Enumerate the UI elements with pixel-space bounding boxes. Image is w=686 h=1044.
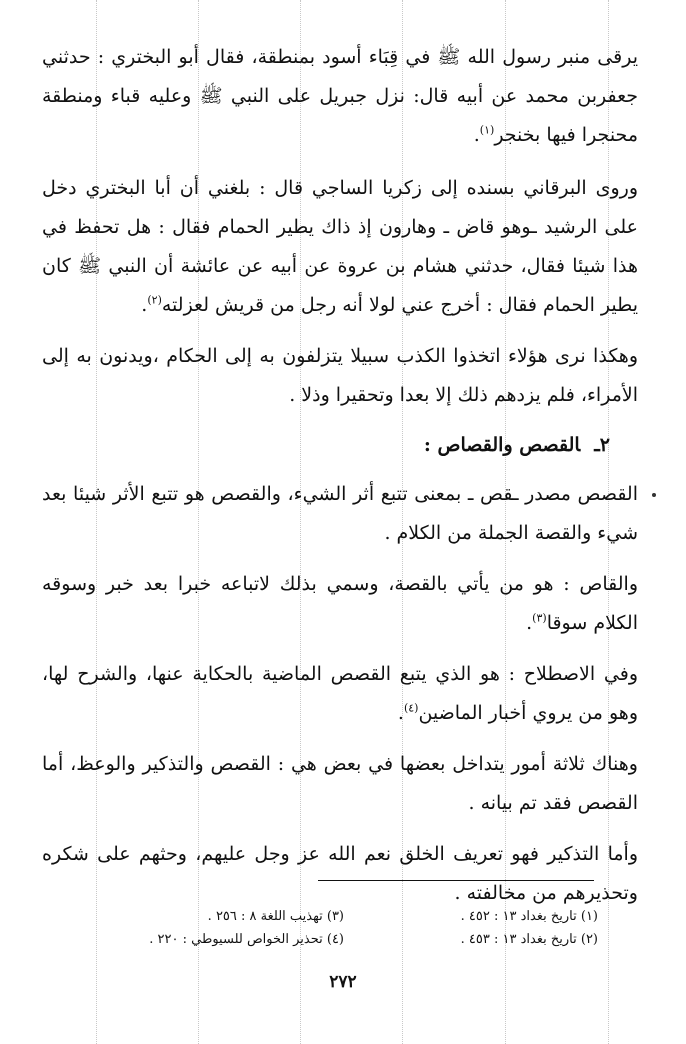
paragraph-qasas-definition: القصص مصدر ـقص ـ بمعنى تتبع أثر الشيء، والقصص هو تتبع الأثر شيئا بعد شيء والقصة الجملة من الكلام . [42, 483, 638, 544]
footnote-1: (١) تاريخ بغداد ١٣ : ٤٥٢ . [460, 909, 598, 924]
footnote-4: (٤) تحذير الخواص للسيوطي : ٢٢٠ . [149, 932, 344, 947]
footnote-marker: (٢) [147, 293, 162, 307]
paragraph-tadhkir: وأما التذكير فهو تعريف الخلق نعم الله عز وجل عليهم، وحثهم على شكره وتحذيرهم من مخالفته . [42, 843, 638, 904]
paragraph-intro [42, 38, 638, 155]
footnote-3: (٣) تهذيب اللغة ٨ : ٢٥٦ . [207, 909, 344, 924]
paragraph-qass-definition [42, 565, 638, 643]
trailing-period: . [397, 702, 404, 724]
footnote-marker: (١) [479, 123, 495, 137]
page-number: ٢٧٢ [329, 972, 357, 992]
footnote-separator [318, 880, 594, 881]
margin-dot [652, 493, 656, 497]
footnote-marker: (٤) [403, 701, 419, 715]
paragraph-text: والقاص : هو من يأتي بالقصة، وسمي بذلك لاتباعه خبرا بعد خبر وسوقه الكلام سوقا [42, 573, 638, 634]
paragraph-text: وفي الاصطلاح : هو الذي يتبع القصص الماضية بالحكاية عنها، والشرح لها، وهو من يروي أخبار الماضين [42, 663, 638, 724]
section-heading [42, 427, 610, 463]
paragraph-text: يرقى منبر رسول الله ﷺ في قِبَاء أسود بمنطقة، فقال أبو البختري : حدثني جعفربن محمد عن أبيه قال: نزل جبريل على النبي ﷺ وعليه قباء ومنطقة محنجرا فيها بخنجر [42, 46, 638, 146]
section-title: القصص والقصاص : [423, 434, 581, 456]
footnotes [130, 905, 598, 951]
page-body [42, 38, 638, 925]
footnote-marker: (٣) [532, 611, 547, 625]
footnote-2: (٢) تاريخ بغداد ١٣ : ٤٥٣ . [460, 932, 598, 947]
trailing-period: . [141, 294, 148, 316]
paragraph-text: وروى البرقاني بسنده إلى زكريا الساجي قال : بلغني أن أبا البختري دخل على الرشيد ـوهو قاض ـ وهارون إذ ذاك يطير الحمام فقال : هل تحفظ في هذا شيئا فقال، حدثني هشام بن عروة عن أبيه عن عائشة أن النبي ﷺ كان يطير الحمام فقال : أخرج عني لولا أنه رجل من قريش لعزلته [42, 177, 638, 316]
paragraph-conclusion: وهكذا نرى هؤلاء اتخذوا الكذب سبيلا يتزلفون به إلى الحكام ،ويدنون به إلى الأمراء، فلم يزدهم ذلك إلا بعدا وتحقيرا وذلا . [42, 345, 638, 406]
trailing-period: . [473, 124, 480, 146]
paragraph-barqani [42, 169, 638, 325]
section-number: ٢ـ [594, 434, 610, 456]
paragraph-terminology [42, 655, 638, 733]
paragraph-three-matters: وهناك ثلاثة أمور يتداخل بعضها في بعض هي : القصص والتذكير والوعظ، أما القصص فقد تم بيانه . [42, 753, 638, 814]
trailing-period: . [526, 612, 533, 634]
